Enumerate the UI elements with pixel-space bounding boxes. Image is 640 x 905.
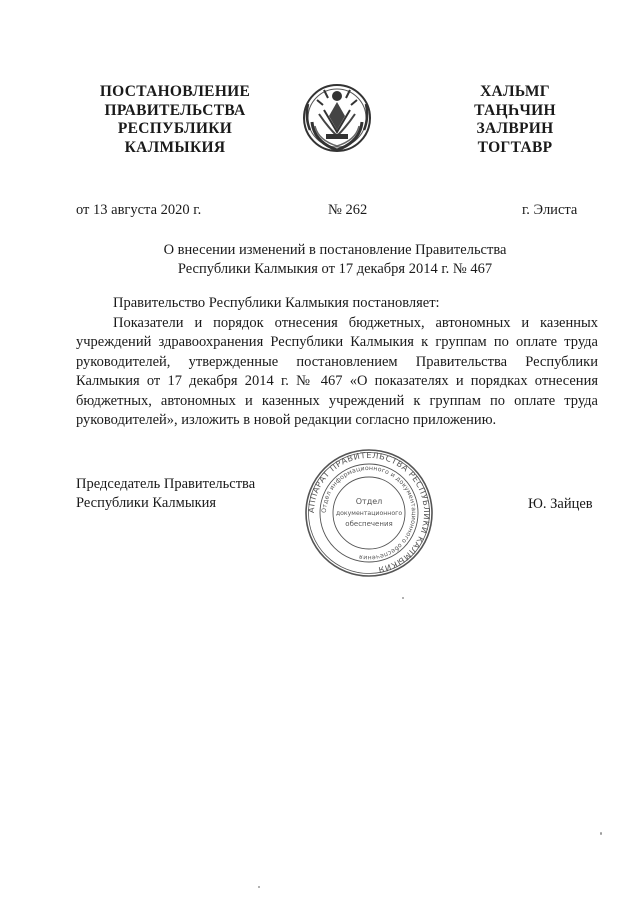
document-date: от 13 августа 2020 г. (76, 202, 202, 218)
scan-speck (258, 886, 260, 888)
header-left-line: РЕСПУБЛИКИ (117, 120, 233, 137)
kalmykia-coat-of-arms-icon (302, 80, 372, 156)
header-right-line: ТАҢҺЧИН (474, 101, 556, 119)
stamp-center-line: Отдел (355, 497, 383, 506)
scan-speck (402, 597, 404, 599)
header-left-title (90, 83, 260, 157)
stamp-outer-text: АППАРАТ ПРАВИТЕЛЬСТВА РЕСПУБЛИКИ КАЛМЫКИЯ (305, 449, 433, 576)
signatory-title-line: Республики Калмыкия (76, 495, 217, 511)
signatory-name: Ю. Зайцев (528, 496, 593, 512)
subject-line: Республики Калмыкия от 17 декабря 2014 г. № 467 (177, 261, 493, 277)
header-left-line: ПРАВИТЕЛЬСТВА (104, 101, 246, 119)
body-paragraph: Показатели и порядок отнесения бюджетных, автономных и казенных учреждений здравоохранения Республики Калмыкия к группам по оплате труда руководителей, утвержденные постановлением Правительства Республики Калмыкия от 17 декабря 2014 г. № 467 «О показателях и порядках отнесения бюджетных, автономных и казенных учреждений к группам по оплате труда руководителей», изложить в новой редакции согласно приложению. (76, 314, 598, 428)
stamp-center-line: документационного (335, 510, 403, 517)
stamp-inner-text: Отдел информационного и документационного обеспечения (320, 464, 418, 562)
body-paragraph: Правительство Республики Калмыкия постановляет: (113, 295, 440, 311)
signatory-title-line: Председатель Правительства (76, 476, 256, 492)
header-left-line: КАЛМЫКИЯ (124, 138, 226, 156)
header-right-title (460, 83, 570, 157)
official-stamp (304, 448, 434, 578)
header-left-line: ПОСТАНОВЛЕНИЕ (99, 83, 251, 100)
header-right-line: ТОГТАВР (477, 138, 553, 156)
document-number: № 262 (328, 202, 368, 218)
document-city: г. Элиста (522, 202, 578, 218)
document-subject (80, 241, 590, 279)
header-right-line: ХАЛЬМГ (480, 83, 550, 100)
header-right-line: ЗАЛВРИН (476, 120, 554, 137)
subject-line: О внесении изменений в постановление Правительства (163, 242, 507, 258)
document-body (76, 294, 598, 431)
signatory-title (76, 475, 255, 513)
scan-speck (600, 832, 602, 835)
stamp-center-line: обеспечения (345, 520, 393, 528)
